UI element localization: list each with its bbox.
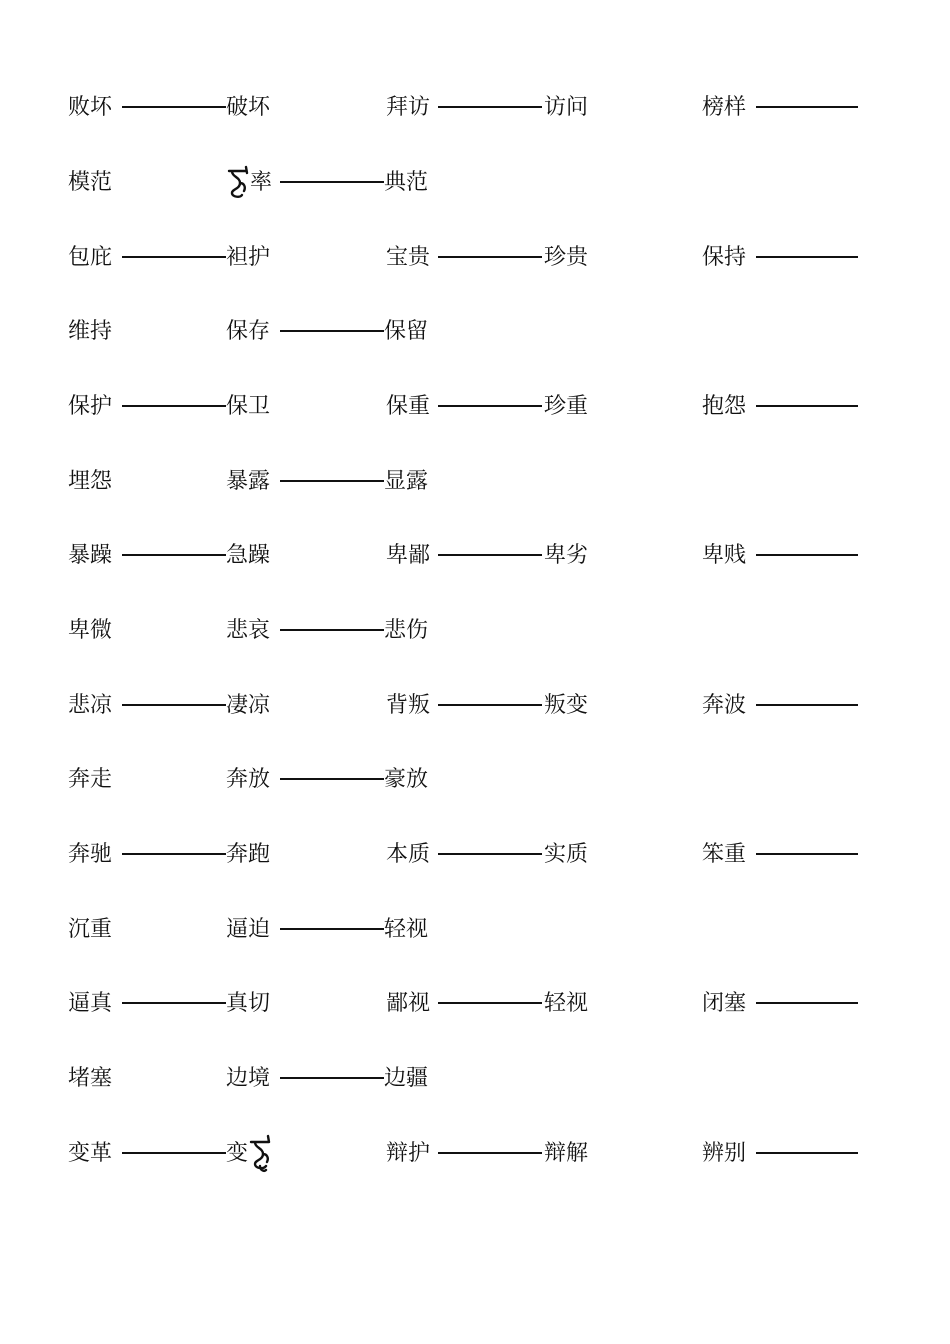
word: 暴躁 — [68, 543, 113, 568]
word-pair-row — [68, 984, 868, 1024]
word: 奔波 — [702, 693, 747, 718]
word: 闭塞 — [702, 991, 747, 1016]
dash-line — [438, 405, 542, 407]
word: 逼迫 — [226, 917, 271, 942]
word: 珍重 — [544, 394, 589, 419]
dash-line — [756, 256, 858, 258]
word: 珍贵 — [544, 245, 589, 270]
word: 榜样 — [702, 95, 747, 120]
word: 埋怨 — [68, 469, 113, 494]
tibetan-glyph-icon — [248, 1134, 272, 1174]
tibetan-glyph-icon — [226, 165, 250, 201]
word: 变革 — [68, 1141, 113, 1166]
word: 实质 — [544, 842, 589, 867]
word: 边疆 — [384, 1066, 429, 1091]
word: 败坏 — [68, 95, 113, 120]
word: 奔放 — [226, 767, 271, 792]
word-pair-row — [68, 686, 868, 726]
word: 辨别 — [702, 1141, 747, 1166]
dash-line — [756, 1152, 858, 1154]
word: 卑微 — [68, 618, 113, 643]
dash-line — [122, 256, 226, 258]
word — [226, 163, 272, 203]
word: 拜访 — [386, 95, 431, 120]
word: 奔跑 — [226, 842, 271, 867]
word: 边境 — [226, 1066, 271, 1091]
word-pair-row — [68, 536, 868, 576]
word: 卑贱 — [702, 543, 747, 568]
dash-line — [438, 106, 542, 108]
word: 保留 — [384, 319, 429, 344]
dash-line — [438, 256, 542, 258]
dash-line — [756, 554, 858, 556]
dash-line — [438, 853, 542, 855]
dash-line — [122, 853, 226, 855]
word: 奔走 — [68, 767, 113, 792]
word: 悲哀 — [226, 618, 271, 643]
word: 笨重 — [702, 842, 747, 867]
word: 袒护 — [226, 245, 271, 270]
word-suffix: 率 — [250, 170, 273, 195]
word: 奔驰 — [68, 842, 113, 867]
dash-line — [280, 181, 384, 183]
word: 堵塞 — [68, 1066, 113, 1091]
dash-line — [756, 106, 858, 108]
dash-line — [280, 480, 384, 482]
word: 抱怨 — [702, 394, 747, 419]
dash-line — [122, 704, 226, 706]
word: 背叛 — [386, 693, 431, 718]
dash-line — [438, 1002, 542, 1004]
dash-line — [280, 330, 384, 332]
dash-line — [280, 629, 384, 631]
word: 鄙视 — [386, 991, 431, 1016]
word: 破坏 — [226, 95, 271, 120]
dash-line — [122, 554, 226, 556]
word: 轻视 — [384, 917, 429, 942]
word-pair-row — [68, 163, 868, 203]
word: 轻视 — [544, 991, 589, 1016]
dash-line — [756, 704, 858, 706]
word-pair-row — [68, 910, 868, 950]
word: 叛变 — [544, 693, 589, 718]
word: 真切 — [226, 991, 271, 1016]
word-pair-row — [68, 312, 868, 352]
word: 暴露 — [226, 469, 271, 494]
word: 访问 — [544, 95, 589, 120]
word: 保护 — [68, 394, 113, 419]
word-pair-row — [68, 835, 868, 875]
dash-line — [756, 405, 858, 407]
word: 凄凉 — [226, 693, 271, 718]
word-pair-row — [68, 1059, 868, 1099]
word: 保重 — [386, 394, 431, 419]
word: 逼真 — [68, 991, 113, 1016]
word: 保存 — [226, 319, 271, 344]
dash-line — [756, 853, 858, 855]
dash-line — [438, 704, 542, 706]
word: 悲凉 — [68, 693, 113, 718]
word: 辩护 — [386, 1141, 431, 1166]
dash-line — [122, 1002, 226, 1004]
word-pair-row — [68, 88, 868, 128]
word: 卑鄙 — [386, 543, 431, 568]
word: 典范 — [384, 170, 429, 195]
word: 包庇 — [68, 245, 113, 270]
dash-line — [122, 405, 226, 407]
dash-line — [280, 778, 384, 780]
word-pair-row — [68, 387, 868, 427]
word: 急躁 — [226, 543, 271, 568]
word: 沉重 — [68, 917, 113, 942]
word: 宝贵 — [386, 245, 431, 270]
word-pair-row — [68, 611, 868, 651]
word — [226, 1134, 272, 1174]
word: 本质 — [386, 842, 431, 867]
dash-line — [756, 1002, 858, 1004]
word-pair-row — [68, 238, 868, 278]
word-pair-row — [68, 760, 868, 800]
dash-line — [122, 1152, 226, 1154]
word: 保卫 — [226, 394, 271, 419]
word: 维持 — [68, 319, 113, 344]
dash-line — [438, 1152, 542, 1154]
dash-line — [438, 554, 542, 556]
word: 保持 — [702, 245, 747, 270]
word: 豪放 — [384, 767, 429, 792]
word: 显露 — [384, 469, 429, 494]
dash-line — [122, 106, 226, 108]
word: 模范 — [68, 170, 113, 195]
word-prefix: 变 — [226, 1141, 249, 1166]
word-pair-row — [68, 462, 868, 502]
word-pair-row — [68, 1134, 868, 1174]
word: 辩解 — [544, 1141, 589, 1166]
dash-line — [280, 1077, 384, 1079]
word: 卑劣 — [544, 543, 589, 568]
word: 悲伤 — [384, 618, 429, 643]
dash-line — [280, 928, 384, 930]
